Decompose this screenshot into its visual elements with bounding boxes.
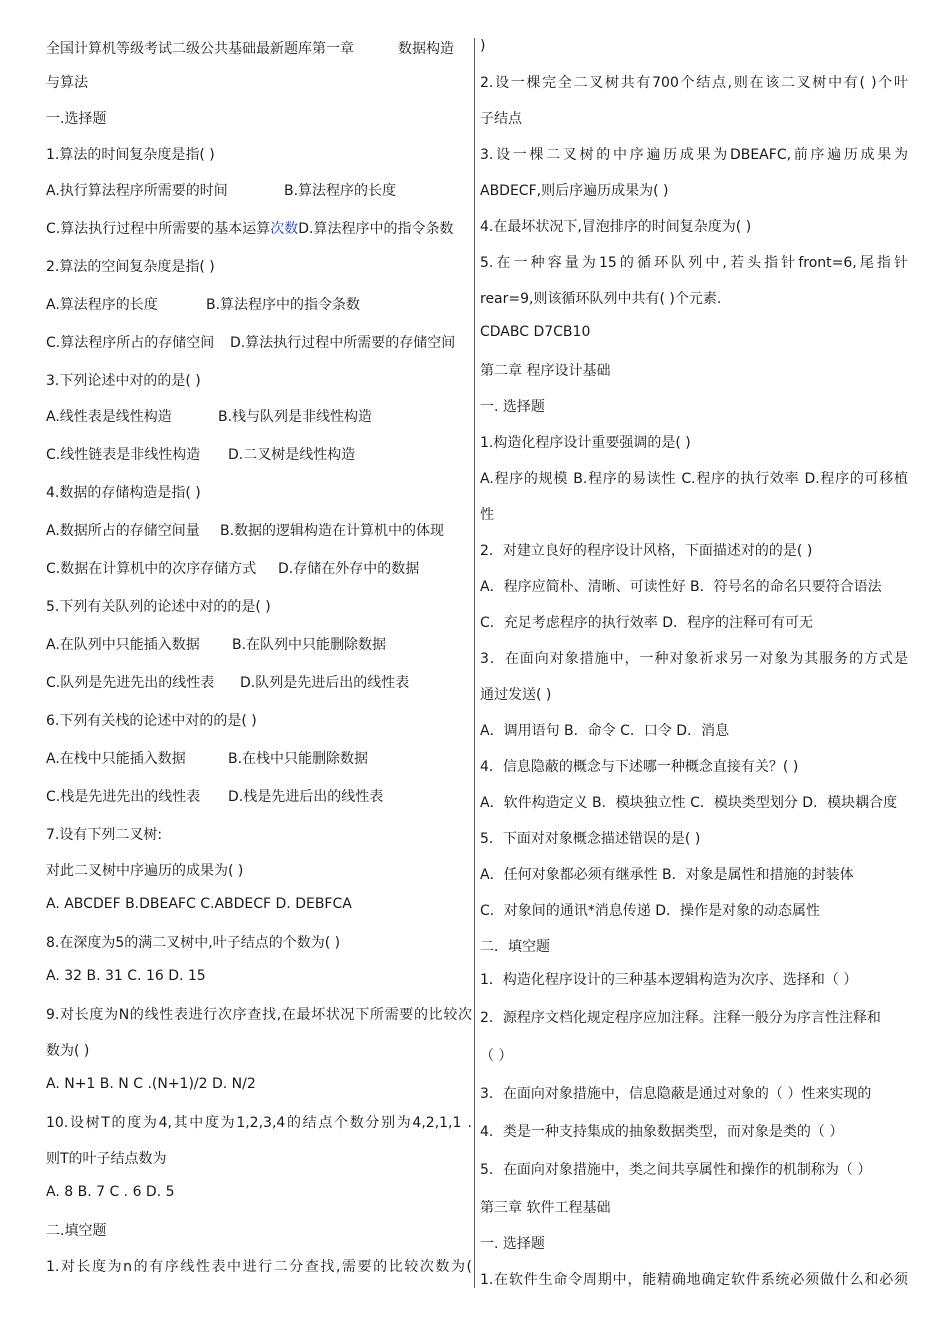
question-7: 7.设有下列二叉树:: [46, 827, 163, 843]
chapter-title-topic: 数据构造: [398, 41, 454, 57]
fill-question-1: 1.对长度为n的有序线性表中进行二分查找,需要的比较次数为(: [46, 1259, 472, 1275]
ch2-q1-options: A.程序的规模 B.程序的易读性 C.程序的执行效率 D.程序的可移植: [480, 471, 908, 487]
section-heading: 一. 选择题: [480, 399, 545, 415]
ch2-fill-2-cont: （ ）: [480, 1048, 513, 1064]
ch3-question-1: 1.在软件生命令周期中，能精确地确定软件系统必须做什么和必须: [480, 1272, 908, 1288]
ch2-q4-options: A．软件构造定义 B．模块独立性 C．模块类型划分 D．模块耦合度: [480, 795, 898, 811]
ch2-fill-3: 3．在面向对象措施中，信息隐蔽是通过对象的（ ）性来实现的: [480, 1086, 872, 1102]
q5-option-c: C.队列是先进先出的线性表: [46, 675, 215, 691]
q2-option-d: D.算法执行过程中所需要的存储空间: [230, 335, 456, 351]
chapter-3-heading: 第三章 软件工程基础: [480, 1200, 611, 1216]
q5-option-d: D.队列是先进后出的线性表: [240, 675, 410, 691]
ch2-q1-options-cont: 性: [480, 507, 494, 523]
answer-key: CDABC D7CB10: [480, 324, 591, 340]
ch2-question-1: 1.构造化程序设计重要强调的是( ): [480, 435, 691, 451]
q1-option-b: B.算法程序的长度: [284, 183, 397, 199]
right-column: [480, 38, 908, 1305]
question-7-stem: 对此二叉树中序遍历的成果为( ): [46, 863, 244, 879]
q3-options-ab: [46, 406, 472, 444]
q3-option-d: D.二叉树是线性构造: [228, 447, 356, 463]
q4-option-b: B.数据的逻辑构造在计算机中的体现: [220, 523, 445, 539]
q4-options-ab: [46, 520, 472, 558]
q2-option-a: A.算法程序的长度: [46, 297, 158, 313]
ch2-question-3: 3．在面向对象措施中，一种对象祈求另一对象为其服务的方式是: [480, 651, 908, 667]
question-3: 3.下列论述中对的的是( ): [46, 373, 201, 389]
q9-options: A. N+1 B. N C .(N+1)/2 D. N/2: [46, 1076, 256, 1092]
q4-option-a: A.数据所占的存储空间量: [46, 523, 200, 539]
question-6: 6.下列有关栈的论述中对的的是( ): [46, 713, 257, 729]
ch2-fill-4: 4．类是一种支持集成的抽象数据类型，而对象是类的（ ）: [480, 1124, 844, 1140]
ch2-q3-options: A．调用语句 B．命令 C．口令 D．消息: [480, 723, 730, 739]
chapter-title-line: [46, 38, 472, 72]
q6-option-a: A.在栈中只能插入数据: [46, 751, 186, 767]
q1-options-cd: [46, 218, 472, 256]
ch2-question-2: 2．对建立良好的程序设计风格，下面描述对的的是( ): [480, 543, 813, 559]
ch2-question-3-cont: 通过发送( ): [480, 687, 552, 703]
section-heading-fill: 二.填空题: [46, 1223, 107, 1239]
question-1: 1.算法的时间复杂度是指( ): [46, 147, 215, 163]
ch2-q2-options-ab: A．程序应简朴、清晰、可读性好 B．符号名的命名只要符合语法: [480, 579, 882, 595]
question-2: 2.算法的空间复杂度是指( ): [46, 259, 215, 275]
section-heading: 一.选择题: [46, 111, 107, 127]
chapter-2-heading: 第二章 程序设计基础: [480, 363, 611, 379]
q1-options-ab: [46, 180, 472, 218]
fill-question-2-cont: 子结点: [480, 111, 522, 127]
q2-options-cd: [46, 332, 472, 370]
question-10: 10.设树T的度为4,其中度为1,2,3,4的结点个数分别为4,2,1,1 .: [46, 1115, 472, 1131]
q1-option-a: A.执行算法程序所需要的时间: [46, 183, 228, 199]
column-divider: [474, 38, 475, 1288]
left-column: [46, 38, 472, 1292]
q6-option-b: B.在栈中只能删除数据: [228, 751, 369, 767]
question-8: 8.在深度为5的满二叉树中,叶子结点的个数为( ): [46, 935, 341, 951]
q2-options-ab: [46, 294, 472, 332]
q7-options: A. ABCDEF B.DBEAFC C.ABDECF D. DEBFCA: [46, 896, 352, 912]
q8-options: A. 32 B. 31 C. 16 D. 15: [46, 968, 206, 984]
q6-option-c: C.栈是先进先出的线性表: [46, 789, 201, 805]
q3-options-cd: [46, 444, 472, 482]
q2-option-c: C.算法程序所占的存储空间: [46, 335, 215, 351]
chapter-title: 全国计算机等级考试二级公共基础最新题库第一章: [46, 41, 354, 57]
question-9-cont: 数为( ): [46, 1043, 90, 1059]
question-4: 4.数据的存储构造是指( ): [46, 485, 201, 501]
question-10-cont: 则T的叶子结点数为: [46, 1151, 167, 1167]
q6-option-d: D.栈是先进后出的线性表: [228, 789, 384, 805]
question-5: 5.下列有关队列的论述中对的的是( ): [46, 599, 271, 615]
fill-question-5-cont: rear=9,则该循环队列中共有( )个元素.: [480, 291, 722, 307]
section-heading: 一. 选择题: [480, 1236, 545, 1252]
fill-question-4: 4.在最坏状况下,冒泡排序的时间复杂度为( ): [480, 219, 752, 235]
q4-options-cd: [46, 558, 472, 596]
q5-option-a: A.在队列中只能插入数据: [46, 637, 200, 653]
fill-question-2: 2.设一棵完全二叉树共有700个结点,则在该二叉树中有( )个叶: [480, 75, 908, 91]
ch2-fill-2: 2．源程序文档化规定程序应加注释。注释一般分为序言性注释和: [480, 1010, 881, 1026]
q1-option-d: D.算法程序中的指令条数: [298, 221, 454, 237]
ch2-q5-options-cd: C．对象间的通讯*消息传递 D．操作是对象的动态属性: [480, 903, 821, 919]
q2-option-b: B.算法程序中的指令条数: [206, 297, 361, 313]
ch2-question-5: 5．下面对对象概念描述错误的是( ): [480, 831, 701, 847]
ch2-q2-options-cd: C．充足考虑程序的执行效率 D．程序的注释可有可无: [480, 615, 814, 631]
section-heading-fill: 二．填空题: [480, 939, 550, 955]
q4-option-c: C.数据在计算机中的次序存储方式: [46, 561, 257, 577]
question-9: 9.对长度为N的线性表进行次序查找,在最坏状况下所需要的比较次: [46, 1007, 472, 1023]
text-line: ): [480, 38, 486, 54]
q1-option-c: C.算法执行过程中所需要的基本运算: [46, 221, 271, 237]
text-line: 与算法: [46, 75, 88, 91]
ch2-question-4: 4．信息隐蔽的概念与下述哪一种概念直接有关？( ): [480, 759, 799, 775]
q3-option-b: B.栈与队列是非线性构造: [218, 409, 373, 425]
fill-question-5: 5.在一种容量为15的循环队列中,若头指针front=6,尾指针: [480, 255, 908, 271]
q5-options-cd: [46, 672, 472, 710]
ch2-fill-5: 5．在面向对象措施中，类之间共享属性和操作的机制称为（ ）: [480, 1162, 872, 1178]
q4-option-d: D.存储在外存中的数据: [278, 561, 420, 577]
ch2-q5-options-ab: A．任何对象都必须有继承性 B．对象是属性和措施的封装体: [480, 867, 854, 883]
q5-options-ab: [46, 634, 472, 672]
q5-option-b: B.在队列中只能删除数据: [232, 637, 387, 653]
q3-option-c: C.线性链表是非线性构造: [46, 447, 201, 463]
q6-options-ab: [46, 748, 472, 786]
q3-option-a: A.线性表是线性构造: [46, 409, 172, 425]
q6-options-cd: [46, 786, 472, 824]
q1-option-c-highlight: 次数: [270, 221, 299, 237]
fill-question-3: 3.设一棵二叉树的中序遍历成果为DBEAFC,前序遍历成果为: [480, 147, 908, 163]
ch2-fill-1: 1．构造化程序设计的三种基本逻辑构造为次序、选择和（ ）: [480, 972, 858, 988]
fill-question-3-cont: ABDECF,则后序遍历成果为( ): [480, 183, 669, 199]
q10-options: A. 8 B. 7 C . 6 D. 5: [46, 1184, 175, 1200]
